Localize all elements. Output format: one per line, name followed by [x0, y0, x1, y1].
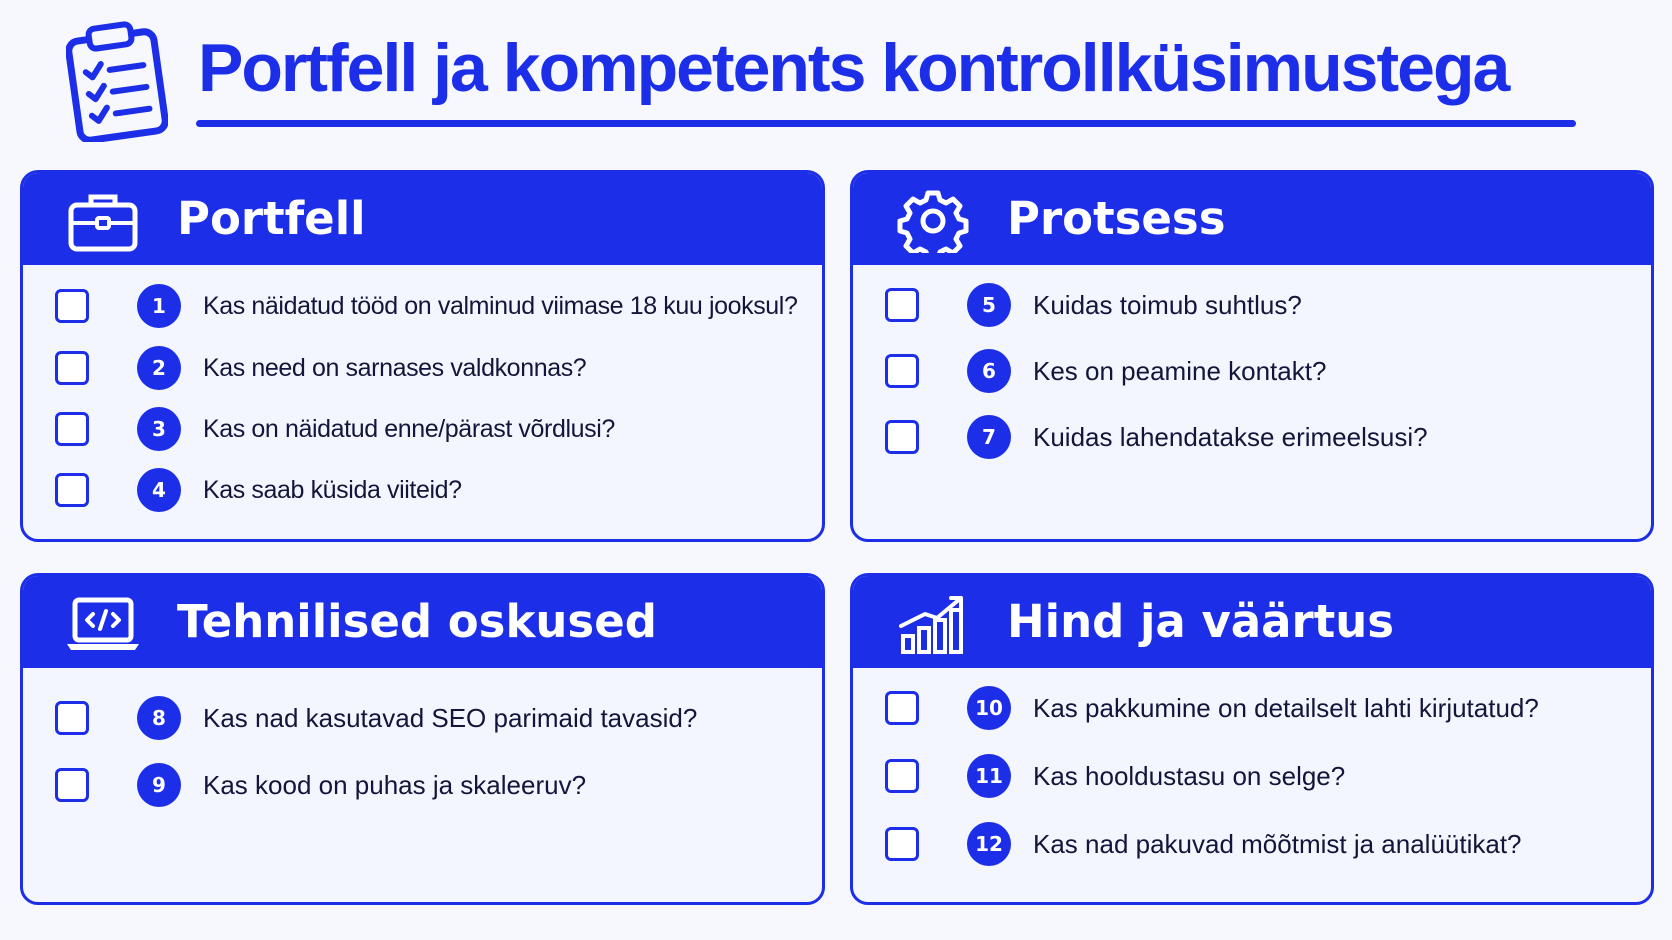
- checkbox[interactable]: [55, 412, 89, 446]
- checkbox[interactable]: [885, 691, 919, 725]
- title-underline: [196, 120, 1576, 127]
- question-text: Kas saab küsida viiteid?: [203, 476, 462, 504]
- section-hind-ja-vaartus: [850, 573, 1654, 905]
- checklist-item[interactable]: [55, 283, 812, 333]
- checklist-item[interactable]: [55, 467, 812, 517]
- number-badge: 9: [137, 763, 181, 807]
- checklist-item[interactable]: [885, 348, 1641, 398]
- number-badge: 1: [137, 284, 181, 328]
- question-text: Kas pakkumine on detailselt lahti kirjutatud?: [1033, 693, 1539, 723]
- section-header: [23, 576, 822, 668]
- question-text: Kas hooldustasu on selge?: [1033, 761, 1346, 791]
- checkbox[interactable]: [55, 351, 89, 385]
- checklist-item[interactable]: [885, 753, 1641, 803]
- section-protsess: [850, 170, 1654, 542]
- section-portfell: [20, 170, 825, 542]
- gear-icon: [895, 189, 971, 253]
- checklist-item[interactable]: [885, 282, 1641, 332]
- question-text: Kes on peamine kontakt?: [1033, 356, 1327, 386]
- checklist-item[interactable]: [55, 406, 812, 456]
- checkbox[interactable]: [885, 827, 919, 861]
- section-title: Portfell: [177, 192, 366, 245]
- number-badge: 3: [137, 407, 181, 451]
- checklist: [23, 265, 822, 539]
- question-text: Kuidas toimub suhtlus?: [1033, 290, 1302, 320]
- number-badge: 12: [967, 822, 1011, 866]
- checkbox[interactable]: [55, 473, 89, 507]
- number-badge: 10: [967, 686, 1011, 730]
- question-text: Kuidas lahendatakse erimeelsusi?: [1033, 422, 1428, 452]
- checkbox[interactable]: [885, 288, 919, 322]
- number-badge: 2: [137, 346, 181, 390]
- section-title: Protsess: [1007, 192, 1226, 245]
- laptop-code-icon: [65, 592, 141, 656]
- question-text: Kas kood on puhas ja skaleeruv?: [203, 770, 587, 800]
- bar-chart-growth-icon: [895, 592, 971, 656]
- page-title: Portfell ja kompetents kontrollküsimustega: [198, 30, 1509, 106]
- section-header: [23, 173, 822, 265]
- number-badge: 11: [967, 754, 1011, 798]
- section-tehnilised-oskused: [20, 573, 825, 905]
- number-badge: 7: [967, 415, 1011, 459]
- checklist: [853, 265, 1651, 539]
- clipboard-checklist-icon: [66, 20, 168, 142]
- question-text: Kas nad kasutavad SEO parimaid tavasid?: [203, 703, 698, 733]
- checkbox[interactable]: [55, 289, 89, 323]
- number-badge: 6: [967, 349, 1011, 393]
- checkbox[interactable]: [55, 768, 89, 802]
- checklist-item[interactable]: [55, 695, 812, 745]
- checklist: [853, 668, 1651, 902]
- checkbox[interactable]: [885, 420, 919, 454]
- section-header: [853, 173, 1651, 265]
- checklist-item[interactable]: [885, 414, 1641, 464]
- question-text: Kas näidatud tööd on valminud viimase 18 kuu jooksul?: [203, 292, 798, 320]
- checklist-item[interactable]: [885, 685, 1641, 735]
- section-title: Tehnilised oskused: [177, 595, 657, 648]
- checklist-item[interactable]: [55, 762, 812, 812]
- question-text: Kas nad pakuvad mõõtmist ja analüütikat?: [1033, 829, 1522, 859]
- question-text: Kas on näidatud enne/pärast võrdlusi?: [203, 415, 615, 443]
- question-text: Kas need on sarnases valdkonnas?: [203, 354, 587, 382]
- section-header: [853, 576, 1651, 668]
- page-header: [0, 0, 1672, 150]
- briefcase-icon: [65, 189, 141, 253]
- number-badge: 4: [137, 468, 181, 512]
- checklist-item[interactable]: [885, 821, 1641, 871]
- number-badge: 8: [137, 696, 181, 740]
- number-badge: 5: [967, 283, 1011, 327]
- checklist-item[interactable]: [55, 345, 812, 395]
- checkbox[interactable]: [55, 701, 89, 735]
- checklist: [23, 668, 822, 902]
- checkbox[interactable]: [885, 759, 919, 793]
- section-title: Hind ja väärtus: [1007, 595, 1395, 648]
- checkbox[interactable]: [885, 354, 919, 388]
